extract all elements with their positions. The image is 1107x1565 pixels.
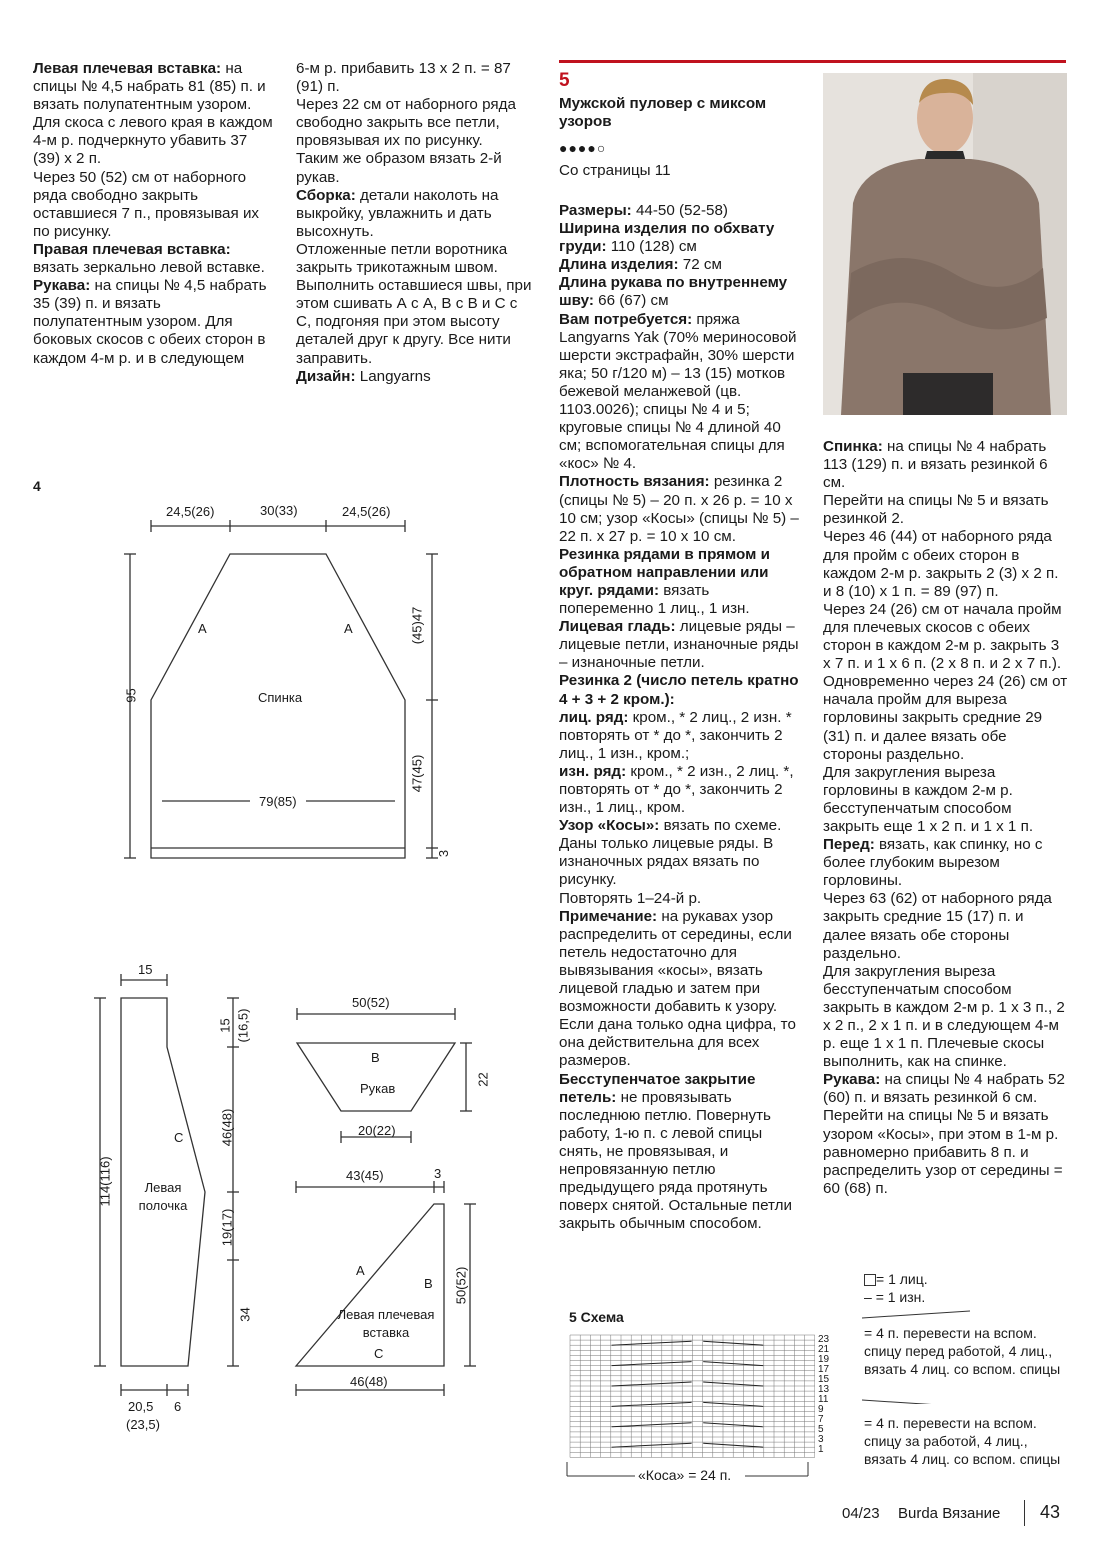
paragraph: Langyarns	[355, 367, 431, 385]
paragraph: 6-м р. прибавить 13 х 2 п. = 87 (91) п.	[296, 60, 511, 96]
paragraph: на спицы № 4 набрать 52 (60) п. и вязать резинкой 6 см.	[823, 1071, 1065, 1107]
row-number: 13	[818, 1384, 830, 1395]
dim-label: 50(52)	[453, 1266, 469, 1305]
paragraph: Перейти на спицы № 5 и вязать узором «Косы», при этом в 1-м р. равномерно прибавить 8 п. и распределить узор от середины = 60 (68) п.	[823, 1107, 1063, 1197]
dim-label: 15	[138, 962, 153, 977]
paragraph: детали наколоть на выкройку, увлажнить и дать высохнуть.	[296, 186, 499, 240]
paragraph: не провязывать последнюю петлю. Повернуть работу, 1-ю п. с левой спицы снять, не провязывая, и непровязанную петлю предыдущего ряда протянуть поверх снятой. Остальные петли закрыть обычным способом.	[559, 1088, 792, 1233]
heading: Лицевая гладь:	[559, 618, 676, 636]
legend-cable-front	[864, 1324, 1064, 1378]
dim-label: (23,5)	[126, 1417, 160, 1432]
heading: Плотность вязания:	[559, 473, 710, 491]
paragraph: Для скоса с левого края в каждом 4-м р. подчеркнуто убавить 37 (39) х 2 п.	[33, 114, 273, 168]
row-number: 5	[818, 1424, 824, 1435]
paragraph: Через 22 см от наборного ряда свободно закрыть все петли, провязывая их по рисунку.	[296, 96, 516, 150]
paragraph: лицевые ряды – лицевые петли, изнаночные ряды – изнаночные петли.	[559, 618, 799, 672]
heading: Вам потребуется:	[559, 310, 693, 328]
row-number: 19	[818, 1354, 830, 1365]
paragraph: Повторять 1–24-й р.	[559, 889, 702, 907]
purl-dash-icon: –	[864, 1289, 876, 1305]
row-number: 3	[818, 1434, 824, 1445]
paragraph: 110 (128) см	[606, 238, 697, 256]
row-number: 1	[818, 1444, 824, 1455]
row-number: 23	[818, 1334, 830, 1345]
back-piece-outline	[151, 554, 405, 858]
from-page: Со страницы 11	[559, 162, 671, 179]
seam-mark: B	[371, 1050, 380, 1065]
dim-label: (16,5)	[235, 1008, 251, 1043]
dim-label: 22	[475, 1072, 491, 1087]
issue-number: 04/23	[842, 1505, 880, 1522]
paragraph: Отложенные петли воротника закрыть трикотажным швом. Выполнить оставшиеся швы, при этом сшивать А с А, В с В и С с С, подгоняя при этом высоту деталей друг к другу. Все нити заправить.	[296, 240, 532, 367]
paragraph: вязать, как спинку, но с более глубоким вырезом горловины.	[823, 836, 1043, 890]
paragraph: вязать попеременно 1 лиц., 1 изн.	[559, 581, 750, 618]
seam-mark: A	[344, 621, 353, 636]
legend-cable-back	[864, 1414, 1064, 1468]
dim-label: (45)47	[409, 606, 425, 645]
footer-divider	[1024, 1500, 1025, 1526]
heading: Перед:	[823, 836, 875, 854]
paragraph: на спицы № 4 набрать 113 (129) п. и вязать резинкой 6 см.	[823, 438, 1048, 492]
paragraph: кром., * 2 лиц., 2 изн. * повторять от * до *, закончить 2 лиц., 1 изн., кром.;	[559, 708, 792, 762]
knitting-chart-grid	[565, 1333, 815, 1459]
heading: Размеры:	[559, 202, 632, 219]
dim-label: 114(116)	[97, 1156, 113, 1207]
project-number: 5	[559, 70, 570, 91]
repeat-label: «Коса» = 24 п.	[638, 1467, 732, 1483]
dim-label: 43(45)	[346, 1168, 384, 1183]
project-title: Мужской пуловер с миксом узоров	[559, 95, 767, 130]
heading: лиц. ряд:	[559, 708, 629, 726]
dim-label: 19(17)	[219, 1208, 235, 1247]
heading: Правая плечевая вставка:	[33, 240, 231, 258]
paragraph: на рукавах узор распределить от середины, если петель недостаточно для вывязывания «косы», вязать лицевой гладью и затем при возможности добавить к узору. Если дана только одна цифра, то она действительна для всех размеров.	[559, 907, 796, 1070]
paragraph: Перейти на спицы № 5 и вязать резинкой 2.	[823, 492, 1049, 528]
magazine-name: Burda Вязание	[898, 1505, 1001, 1522]
heading: Резинка рядами в прямом и обратном направлении или круг. рядами:	[559, 545, 770, 599]
paragraph: Через 24 (26) см от начала пройм для плечевых скосов с обеих сторон в каждом 2-м р. закрыть 3 х 7 п. и 1 х 6 п. (2 х 8 п. и 2 х 7 п.).	[823, 600, 1062, 673]
row-number: 15	[818, 1374, 830, 1385]
knit-square-icon	[864, 1274, 876, 1286]
seam-mark: A	[356, 1263, 365, 1278]
paragraph: на спицы № 4,5 набрать 81 (85) п. и вязать полупатентным узором.	[33, 60, 266, 114]
cable-back-icon	[862, 1400, 970, 1404]
dim-label: 6	[174, 1399, 182, 1414]
legend-text: = 4 п. перевести на вспом. спицу за работой, 4 лиц., вязать 4 лиц. со вспом. спицы	[864, 1415, 1061, 1467]
heading: Резинка 2 (число петель кратно 4 + 3 + 2 кром.):	[559, 672, 799, 708]
piece-name: Левая плечевая вставка	[337, 1307, 435, 1340]
heading: Дизайн:	[296, 367, 356, 385]
seam-mark: C	[374, 1346, 384, 1361]
paragraph: 72 см	[678, 256, 722, 274]
row-number: 9	[818, 1404, 824, 1415]
dim-label: 20,5	[128, 1399, 154, 1414]
dim-label: 20(22)	[358, 1123, 396, 1138]
row-number: 17	[818, 1364, 830, 1375]
figure-number: 4	[33, 478, 41, 494]
paragraph: резинка 2 (спицы № 5) – 20 п. х 26 р. = 10 х 10 см; узор «Косы» (спицы № 5) – 22 п. х 27 р. = 10 х 10 см.	[559, 473, 799, 545]
paragraph: Через 46 (44) от наборного ряда для пройм с обеих сторон в каждом 2-м р. закрыть 2 (3) х 2 п. и 8 (10) х 1 п. = 89 (97) п.	[823, 528, 1059, 600]
heading: Бесступенчатое закрытие петель:	[559, 1070, 756, 1106]
heading: Левая плечевая вставка:	[33, 60, 222, 77]
dim-label: 24,5(26)	[166, 504, 215, 519]
paragraph: Одновременно через 24 (26) см от начала пройм для выреза горловины закрыть средние 29 (31) п. и далее вязать обе стороны раздельно.	[823, 673, 1068, 763]
heading: Длина изделия:	[559, 256, 679, 274]
seam-mark: A	[198, 621, 207, 636]
piece-name: Спинка	[258, 690, 303, 705]
paragraph: Для закругления выреза горловины в каждом 2-м р. бесступенчатым способом закрыть еще 1 х 2 п. и 1 х 1 п.	[823, 763, 1034, 835]
seam-mark: B	[424, 1276, 433, 1291]
dim-label: 3	[434, 1166, 442, 1181]
legend-text: = 4 п. перевести на вспом. спицу перед работой, 4 лиц., вязать 4 лиц. со вспом. спицы	[864, 1325, 1061, 1377]
dim-label: 24,5(26)	[342, 504, 391, 519]
heading: Ширина изделия по обхвату груди:	[559, 220, 775, 256]
heading: изн. ряд:	[559, 762, 627, 780]
paragraph: вязать зеркально левой вставке.	[33, 259, 265, 277]
dim-label: 15	[217, 1018, 233, 1033]
heading: Рукава:	[823, 1071, 881, 1089]
cable-front-icon	[862, 1311, 970, 1318]
legend-text: = 1 изн.	[875, 1289, 926, 1305]
piece-name: Рукав	[360, 1081, 396, 1096]
page-number: 43	[1040, 1502, 1061, 1522]
paragraph: Таким же образом вязать 2-й рукав.	[296, 150, 502, 186]
legend-text: = 1 лиц.	[876, 1271, 928, 1287]
heading: Спинка:	[823, 438, 883, 455]
dim-label: 50(52)	[352, 995, 390, 1010]
paragraph: Через 63 (62) от наборного ряда закрыть средние 15 (17) п. и далее вязать обе стороны раздельно.	[823, 890, 1052, 962]
paragraph: кром., * 2 изн., 2 лиц. *, повторять от * до *, закончить 2 изн., 1 лиц., кром.	[559, 762, 794, 817]
dim-label: 46(48)	[350, 1374, 388, 1389]
row-number: 21	[818, 1344, 830, 1355]
dim-label: 3	[436, 849, 452, 858]
paragraph: Для закругления выреза бесступенчатым способом закрыть в каждом 2-м р. 1 х 3 п., 2 х 2 п., 2 х 1 п. и в следующем 4-м р. еще 1 х 1 п. Плечевые скосы выполнить, как на спинке.	[823, 962, 1065, 1071]
heading: Рукава:	[33, 277, 91, 295]
paragraph: пряжа Langyarns Yak (70% мериносовой шерсти экстрафайн, 30% шерсти яка; 50 г/120 м) – 13 (15) мотков бежевой меланжевой (цв. 1103.0026); спицы № 4 и 5; круговые спицы № 4 длиной 40 см; вспомогательная спицы для «кос» № 4.	[559, 310, 797, 473]
heading: Длина рукава по внутреннему шву:	[559, 274, 788, 310]
dim-label: 46(48)	[219, 1108, 235, 1147]
paragraph: 66 (67) см	[593, 292, 669, 310]
paragraph: Через 50 (52) см от наборного ряда свободно закрыть оставшиеся 7 п., провязывая их по рисунку.	[33, 168, 260, 240]
paragraph: 44-50 (52-58)	[631, 202, 728, 219]
difficulty-dots: ●●●●○	[559, 140, 607, 156]
seam-mark: C	[174, 1130, 184, 1145]
dim-label: 95	[123, 688, 139, 703]
dim-label: 30(33)	[260, 503, 298, 518]
dim-label: 34	[237, 1307, 253, 1322]
paragraph: на спицы № 4,5 набрать 35 (39) п. и вязать полупатентным узором. Для боковых скосов с обеих сторон в каждом 4-м р. и в следующем	[33, 277, 267, 367]
dim-label: 47(45)	[409, 754, 425, 793]
heading: Узор «Косы»:	[559, 817, 660, 835]
row-number: 11	[818, 1394, 829, 1405]
legend-knit	[864, 1270, 928, 1288]
chart-title: 5 Схема	[569, 1309, 624, 1325]
heading: Сборка:	[296, 186, 356, 204]
paragraph: вязать по схеме. Даны только лицевые ряды. В изнаночных рядах вязать по рисунку.	[559, 817, 782, 889]
dim-label: 79(85)	[259, 794, 297, 809]
heading: Примечание:	[559, 907, 658, 925]
piece-name: Левая полочка	[138, 1180, 188, 1213]
row-numbers	[818, 1335, 834, 1455]
row-number: 7	[818, 1414, 824, 1425]
